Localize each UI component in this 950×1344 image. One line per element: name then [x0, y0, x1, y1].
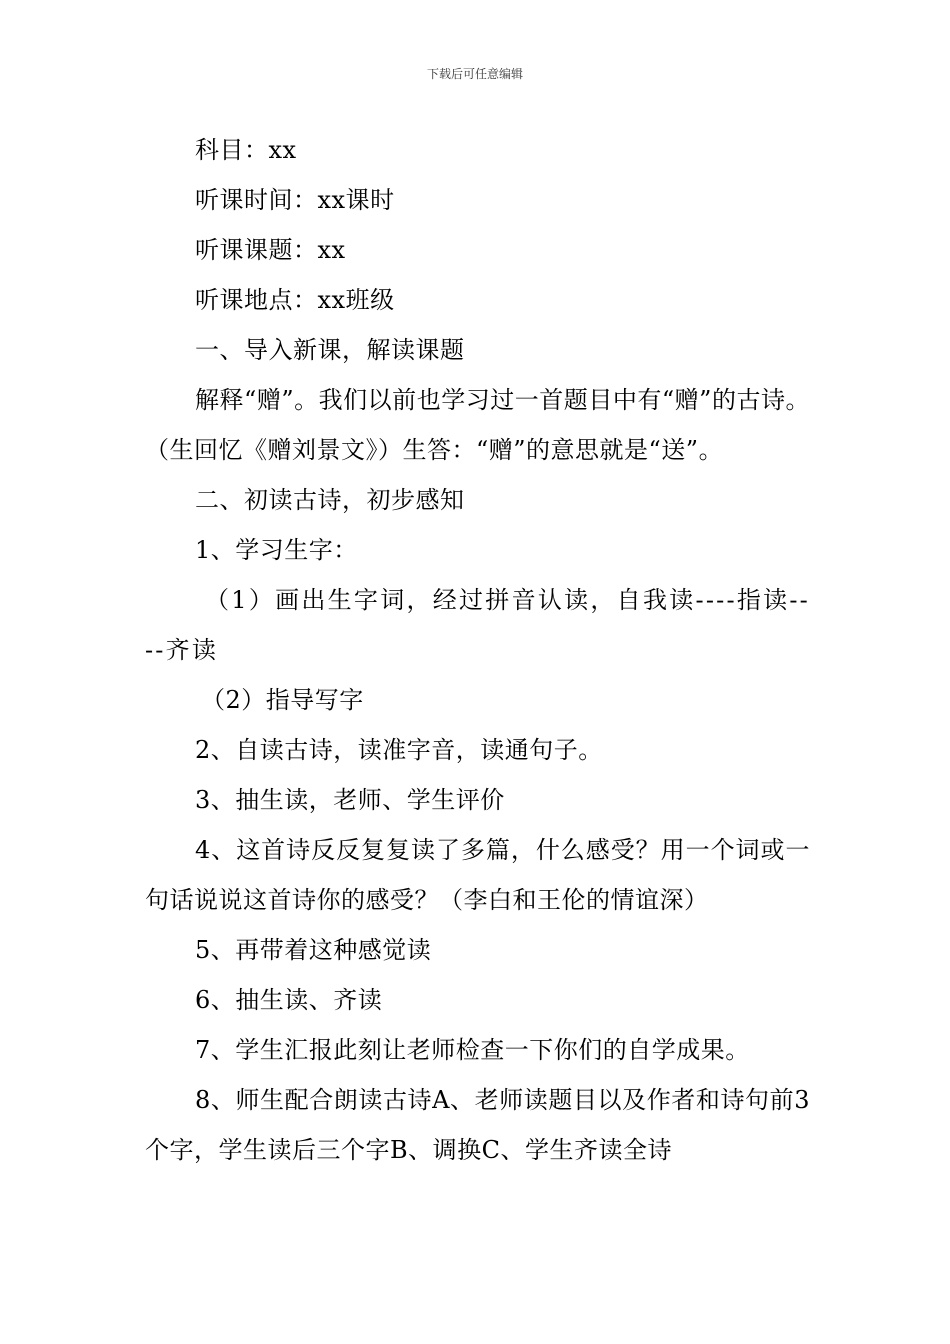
- section-heading-2: 二、初读古诗，初步感知: [195, 486, 465, 514]
- paragraph-explain-zeng: 解释“赠”。我们以前也学习过一首题目中有“赠”的古诗。（生回忆《赠刘景文》）生答：“赠”的意思就是“送”。: [145, 386, 810, 464]
- header-note: 下载后可任意编辑: [426, 67, 523, 81]
- list-subitem-2: （2）指导写字: [201, 686, 364, 714]
- list-item-8: 8、师生配合朗读古诗A、老师读题目以及作者和诗句前3个字，学生读后三个字B、调换C、学生齐读全诗: [145, 1086, 810, 1164]
- list-item-2: 2、自读古诗，读准字音，读通句子。: [195, 736, 603, 764]
- paragraph-class-topic: 听课课题：xx: [195, 236, 346, 264]
- paragraph-subject: 科目：xx: [195, 136, 297, 164]
- paragraph-class-time: 听课时间：xx课时: [195, 186, 395, 214]
- list-item-4: 4、这首诗反反复复读了多篇，什么感受？用一个词或一句话说说这首诗你的感受？（李白和王伦的情谊深）: [145, 836, 810, 914]
- list-subitem-1: （1）画出生字词，经过拼音认读，自我读----指读----齐读: [145, 586, 810, 664]
- document-body: [145, 125, 810, 1175]
- list-item-5: 5、再带着这种感觉读: [195, 936, 432, 964]
- list-item-6: 6、抽生读、齐读: [195, 986, 383, 1014]
- paragraph-class-location: 听课地点：xx班级: [195, 286, 395, 314]
- list-item-1: 1、学习生字：: [195, 536, 358, 564]
- list-item-3: 3、抽生读，老师、学生评价: [195, 786, 505, 814]
- list-item-7: 7、学生汇报此刻让老师检查一下你们的自学成果。: [195, 1036, 750, 1064]
- section-heading-1: 一、导入新课，解读课题: [195, 336, 465, 364]
